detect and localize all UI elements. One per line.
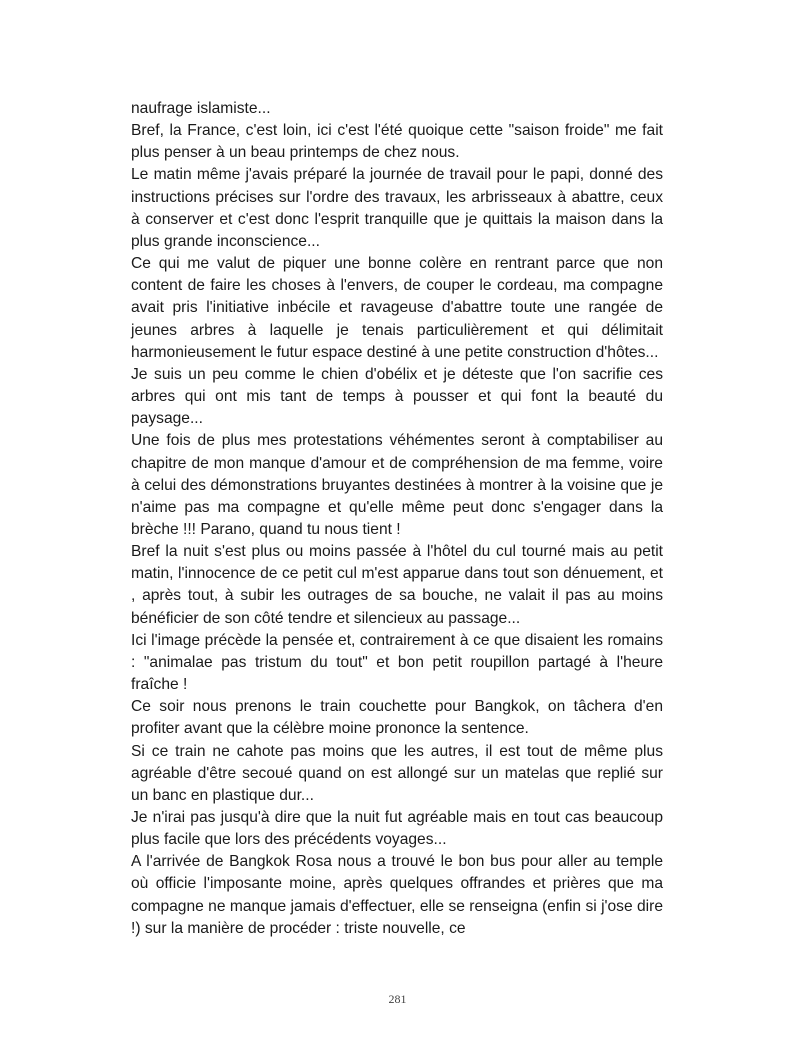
paragraph-7: Bref la nuit s'est plus ou moins passée à l'hôtel du cul tourné mais au petit matin, l'innocence de ce petit cul m'est apparue dans tout son dénuement, et , après tout, à subir les outrages de sa bouche, ne valait il pas au moins bénéficier de son côté tendre et silencieux au passage...	[131, 543, 663, 627]
paragraph-5: Je suis un peu comme le chien d'obélix et je déteste que l'on sacrifie ces arbres qui ont mis tant de temps à pousser et qui font la beauté du paysage...	[131, 365, 663, 428]
paragraph-9: Ce soir nous prenons le train couchette pour Bangkok, on tâchera d'en profiter avant que la célèbre moine prononce la sentence.	[131, 698, 663, 738]
page-number: 281	[388, 992, 407, 1006]
paragraph-1: naufrage islamiste...	[131, 100, 271, 117]
paragraph-2: Bref, la France, c'est loin, ici c'est l'été quoique cette "saison froide" me fait plus penser à un beau printemps de chez nous.	[131, 122, 663, 162]
paragraph-3: Le matin même j'avais préparé la journée de travail pour le papi, donné des instructions précises sur l'ordre des travaux, les arbrisseaux à abattre, ceux à conserver et c'est donc l'esprit tranquille que je quittais la maison dans la plus grande inconscience...	[131, 166, 663, 250]
paragraph-6: Une fois de plus mes protestations véhémentes seront à comptabiliser au chapitre de mon manque d'amour et de compréhension de ma femme, voire à celui des démonstrations bruyantes destinées à montrer à la voisine que je n'aime pas ma compagne et qu'elle même peut donc s'engager dans la brèche !!! Parano, quand tu nous tient !	[131, 432, 663, 538]
paragraph-10: Si ce train ne cahote pas moins que les autres, il est tout de même plus agréable d'être secoué quand on est allongé sur un matelas que replié sur un banc en plastique dur...	[131, 742, 663, 804]
paragraph-12: A l'arrivée de Bangkok Rosa nous a trouvé le bon bus pour aller au temple où officie l'imposante moine, après quelques offrandes et prières que ma compagne ne manque jamais d'effectuer, elle se renseigna (enfin si j'ose dire !) sur la manière de procéder : triste nouvelle, ce	[131, 853, 663, 937]
body-text	[131, 98, 663, 940]
paragraph-8: Ici l'image précède la pensée et, contrairement à ce que disaient les romains : "animalae pas tristum du tout" et bon petit roupillon partagé à l'heure fraîche !	[131, 631, 663, 694]
paragraph-11: Je n'irai pas jusqu'à dire que la nuit fut agréable mais en tout cas beaucoup plus facile que lors des précédents voyages...	[131, 809, 663, 849]
paragraph-4: Ce qui me valut de piquer une bonne colère en rentrant parce que non content de faire les choses à l'envers, de couper le cordeau, ma compagne avait pris l'initiative inbécile et ravageuse d'abattre toute une rangée de jeunes arbres à laquelle je tenais particulièrement et qui délimitait harmonieusement le futur espace destiné à une petite construction d'hôtes...	[131, 255, 663, 361]
